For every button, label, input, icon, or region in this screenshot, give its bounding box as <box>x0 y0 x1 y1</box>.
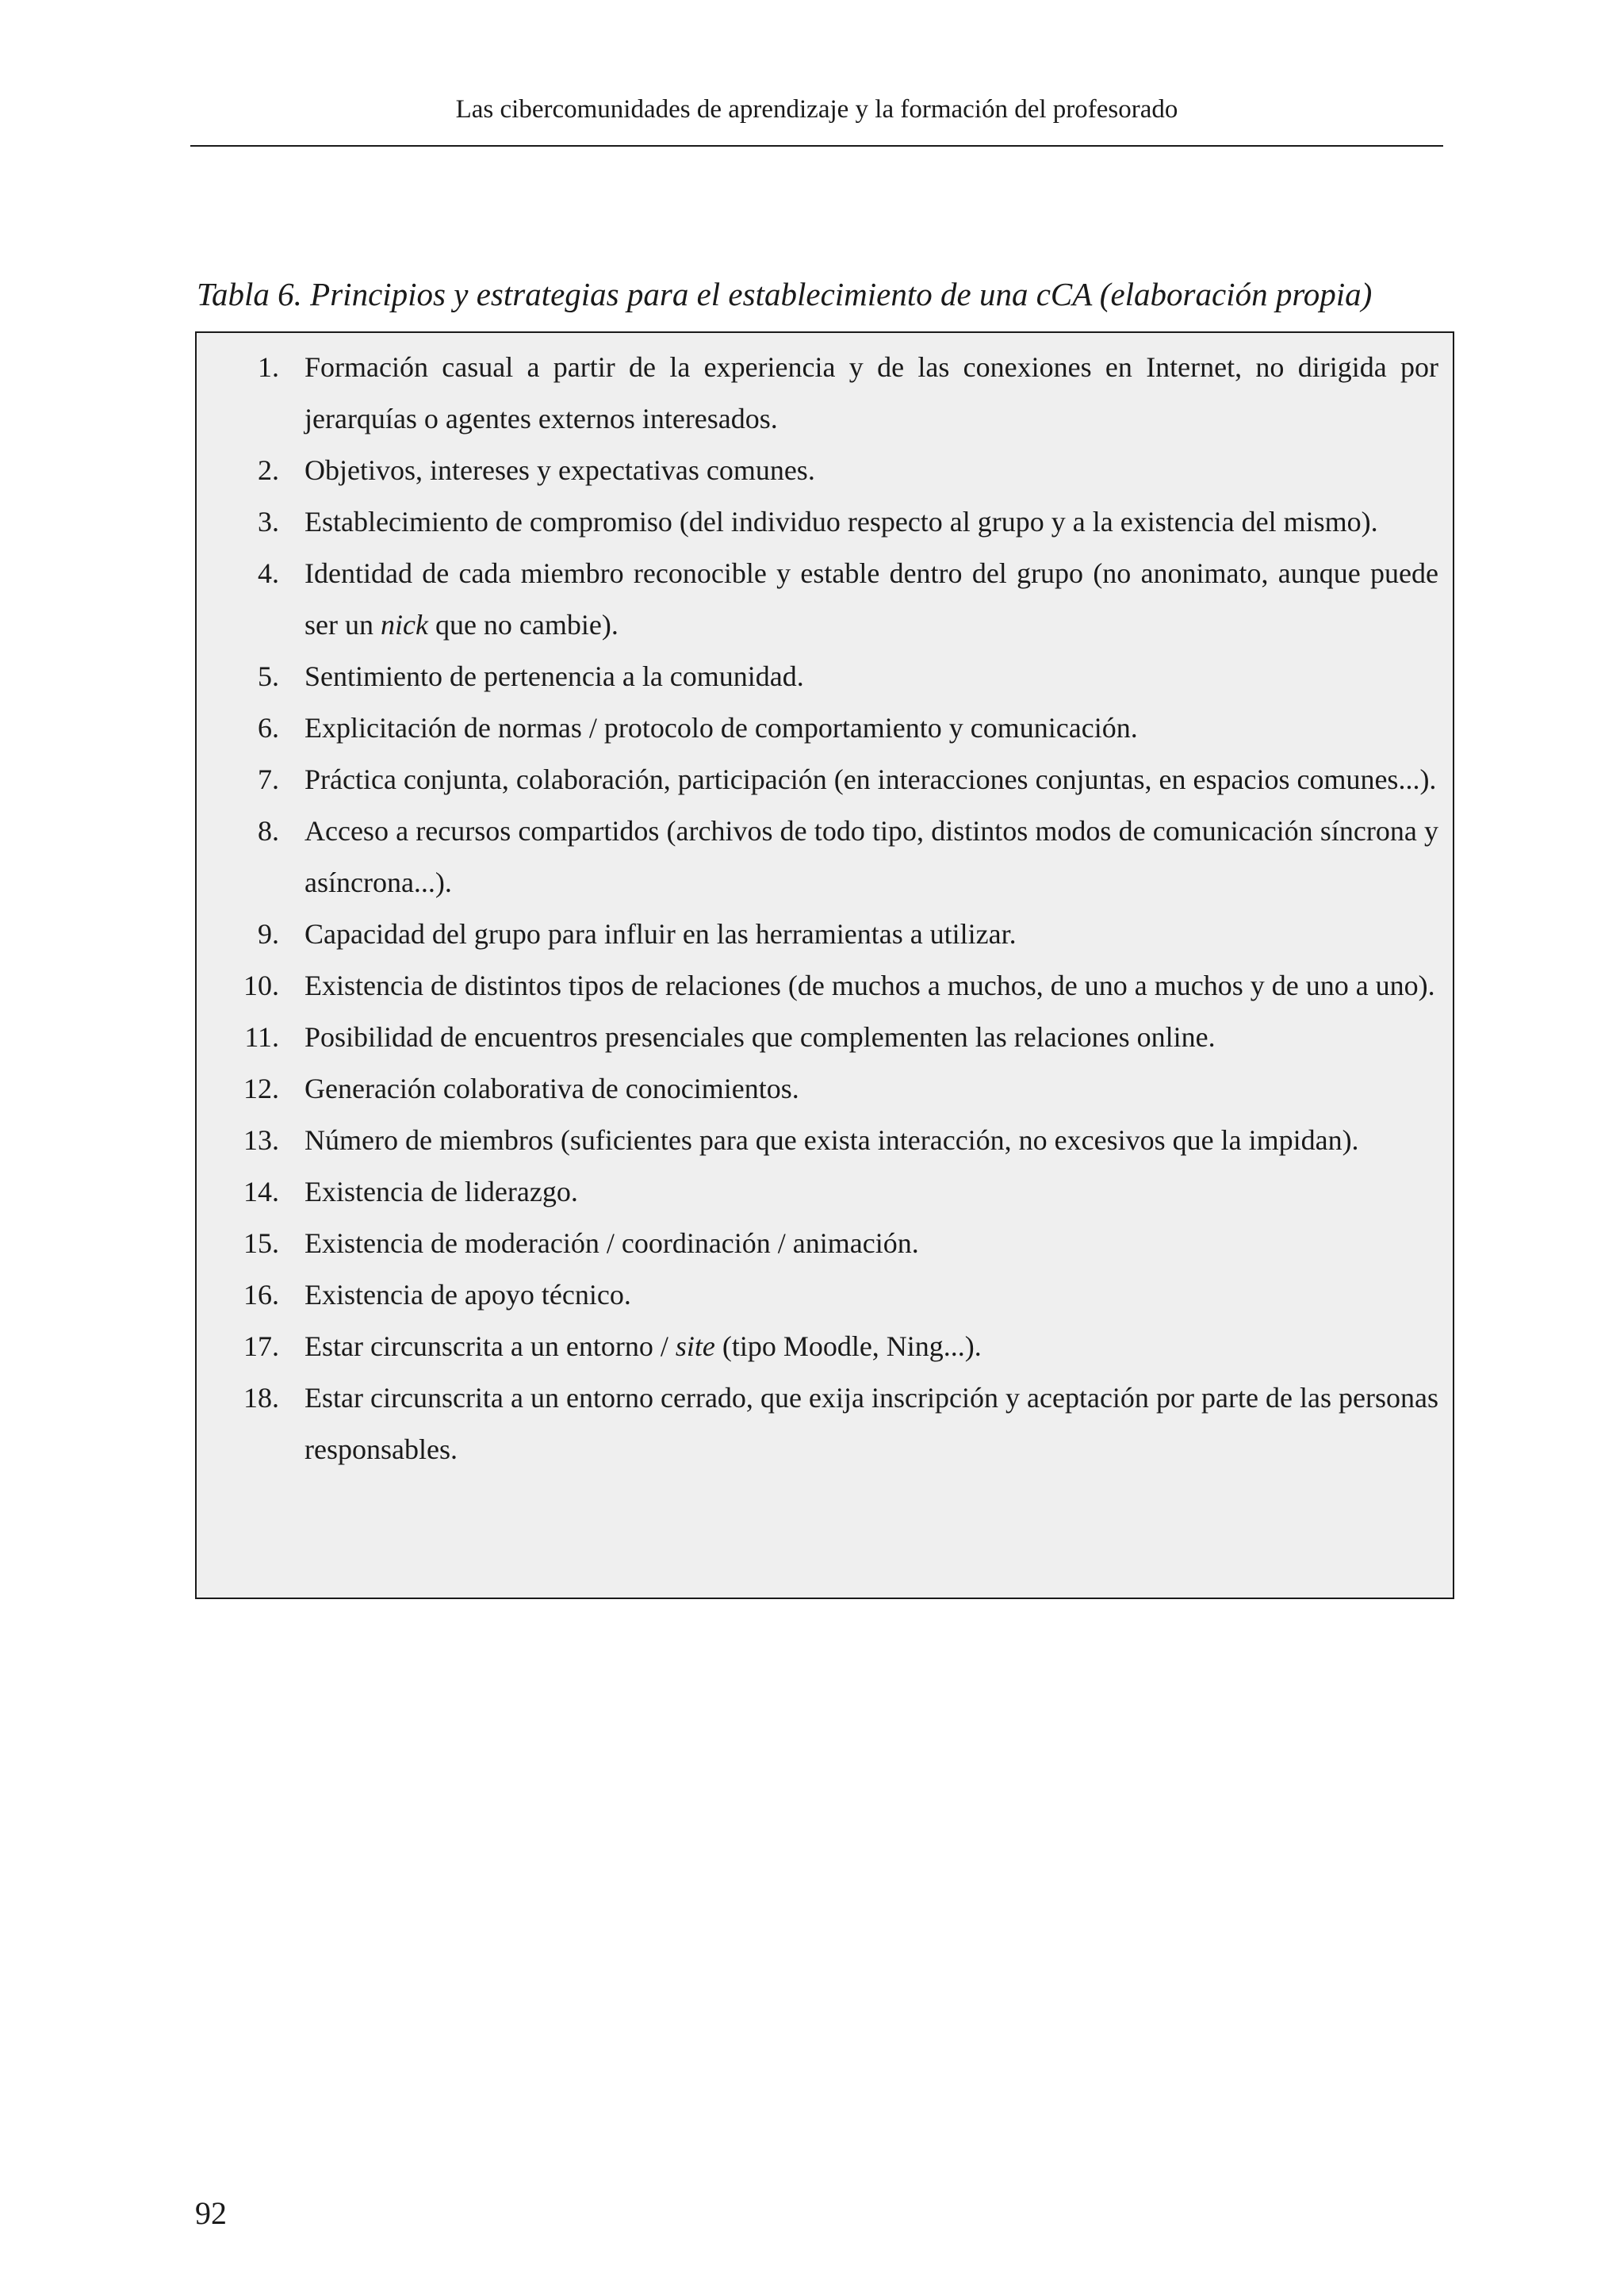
list-item <box>197 960 1453 1012</box>
list-item <box>197 1063 1453 1115</box>
item-text-emphasis: site <box>675 1330 715 1362</box>
header-rule <box>190 145 1443 147</box>
item-number: 4. <box>258 557 279 589</box>
item-number: 2. <box>258 454 279 486</box>
item-text: Estar circunscrita a un entorno cerrado, que exija inscripción y aceptación por parte de las personas responsables. <box>304 1382 1438 1465</box>
item-number: 14. <box>243 1176 279 1207</box>
item-number: 18. <box>243 1382 279 1414</box>
item-text: Sentimiento de pertenencia a la comunidad. <box>304 660 804 692</box>
page-number: 92 <box>195 2195 227 2231</box>
item-number: 1. <box>258 351 279 383</box>
item-text: Capacidad del grupo para influir en las herramientas a utilizar. <box>304 918 1017 950</box>
list-item <box>197 1372 1453 1475</box>
item-text: Existencia de distintos tipos de relaciones (de muchos a muchos, de uno a muchos y de uno a uno). <box>304 970 1435 1001</box>
item-text: Identidad de cada miembro reconocible y estable dentro del grupo (no anonimato, aunque puede ser un <box>304 557 1438 641</box>
table-box <box>195 331 1454 1599</box>
list-item <box>197 1012 1453 1063</box>
list-item <box>197 1166 1453 1218</box>
item-text: Establecimiento de compromiso (del individuo respecto al grupo y a la existencia del mismo). <box>304 506 1378 538</box>
item-number: 11. <box>244 1021 279 1053</box>
item-text: Estar circunscrita a un entorno / <box>304 1330 676 1362</box>
item-text: Existencia de apoyo técnico. <box>304 1279 631 1311</box>
item-number: 12. <box>243 1073 279 1104</box>
item-number: 17. <box>243 1330 279 1362</box>
list-item <box>197 548 1453 651</box>
item-text: Generación colaborativa de conocimientos. <box>304 1073 799 1104</box>
item-number: 6. <box>258 712 279 744</box>
list-item <box>197 1115 1453 1166</box>
list-item <box>197 909 1453 960</box>
running-header: Las cibercomunidades de aprendizaje y la formación del profesorado <box>455 95 1178 124</box>
item-text: Explicitación de normas / protocolo de comportamiento y comunicación. <box>304 712 1138 744</box>
list-item <box>197 445 1453 496</box>
item-number: 5. <box>258 660 279 692</box>
item-number: 13. <box>243 1124 279 1156</box>
item-text: Acceso a recursos compartidos (archivos de todo tipo, distintos modos de comunicación síncrona y asíncrona...). <box>304 815 1438 898</box>
list-item <box>197 1321 1453 1372</box>
item-number: 9. <box>258 918 279 950</box>
item-number: 10. <box>243 970 279 1001</box>
list-item <box>197 1218 1453 1269</box>
list-item <box>197 806 1453 909</box>
principles-list <box>197 342 1453 1475</box>
item-text-emphasis: nick <box>380 609 428 641</box>
list-item <box>197 754 1453 806</box>
item-text: Posibilidad de encuentros presenciales que complementen las relaciones online. <box>304 1021 1216 1053</box>
list-item <box>197 342 1453 445</box>
item-text: Formación casual a partir de la experiencia y de las conexiones en Internet, no dirigida por jerarquías o agentes externos interesados. <box>304 351 1438 434</box>
item-text: Existencia de moderación / coordinación / animación. <box>304 1227 919 1259</box>
item-number: 16. <box>243 1279 279 1311</box>
item-number: 8. <box>258 815 279 847</box>
item-text: Práctica conjunta, colaboración, participación (en interacciones conjuntas, en espacios comunes...). <box>304 763 1437 795</box>
list-item <box>197 651 1453 702</box>
item-text: Existencia de liderazgo. <box>304 1176 578 1207</box>
item-text: Objetivos, intereses y expectativas comunes. <box>304 454 815 486</box>
item-number: 7. <box>258 763 279 795</box>
list-item <box>197 1269 1453 1321</box>
item-number: 15. <box>243 1227 279 1259</box>
table-caption: Tabla 6. Principios y estrategias para el establecimiento de una cCA (elaboración propia) <box>197 276 1373 312</box>
list-item <box>197 496 1453 548</box>
item-number: 3. <box>258 506 279 538</box>
list-item <box>197 702 1453 754</box>
item-text: Número de miembros (suficientes para que exista interacción, no excesivos que la impidan). <box>304 1124 1359 1156</box>
item-text: (tipo Moodle, Ning...). <box>714 1330 982 1362</box>
item-text: que no cambie). <box>427 609 619 641</box>
